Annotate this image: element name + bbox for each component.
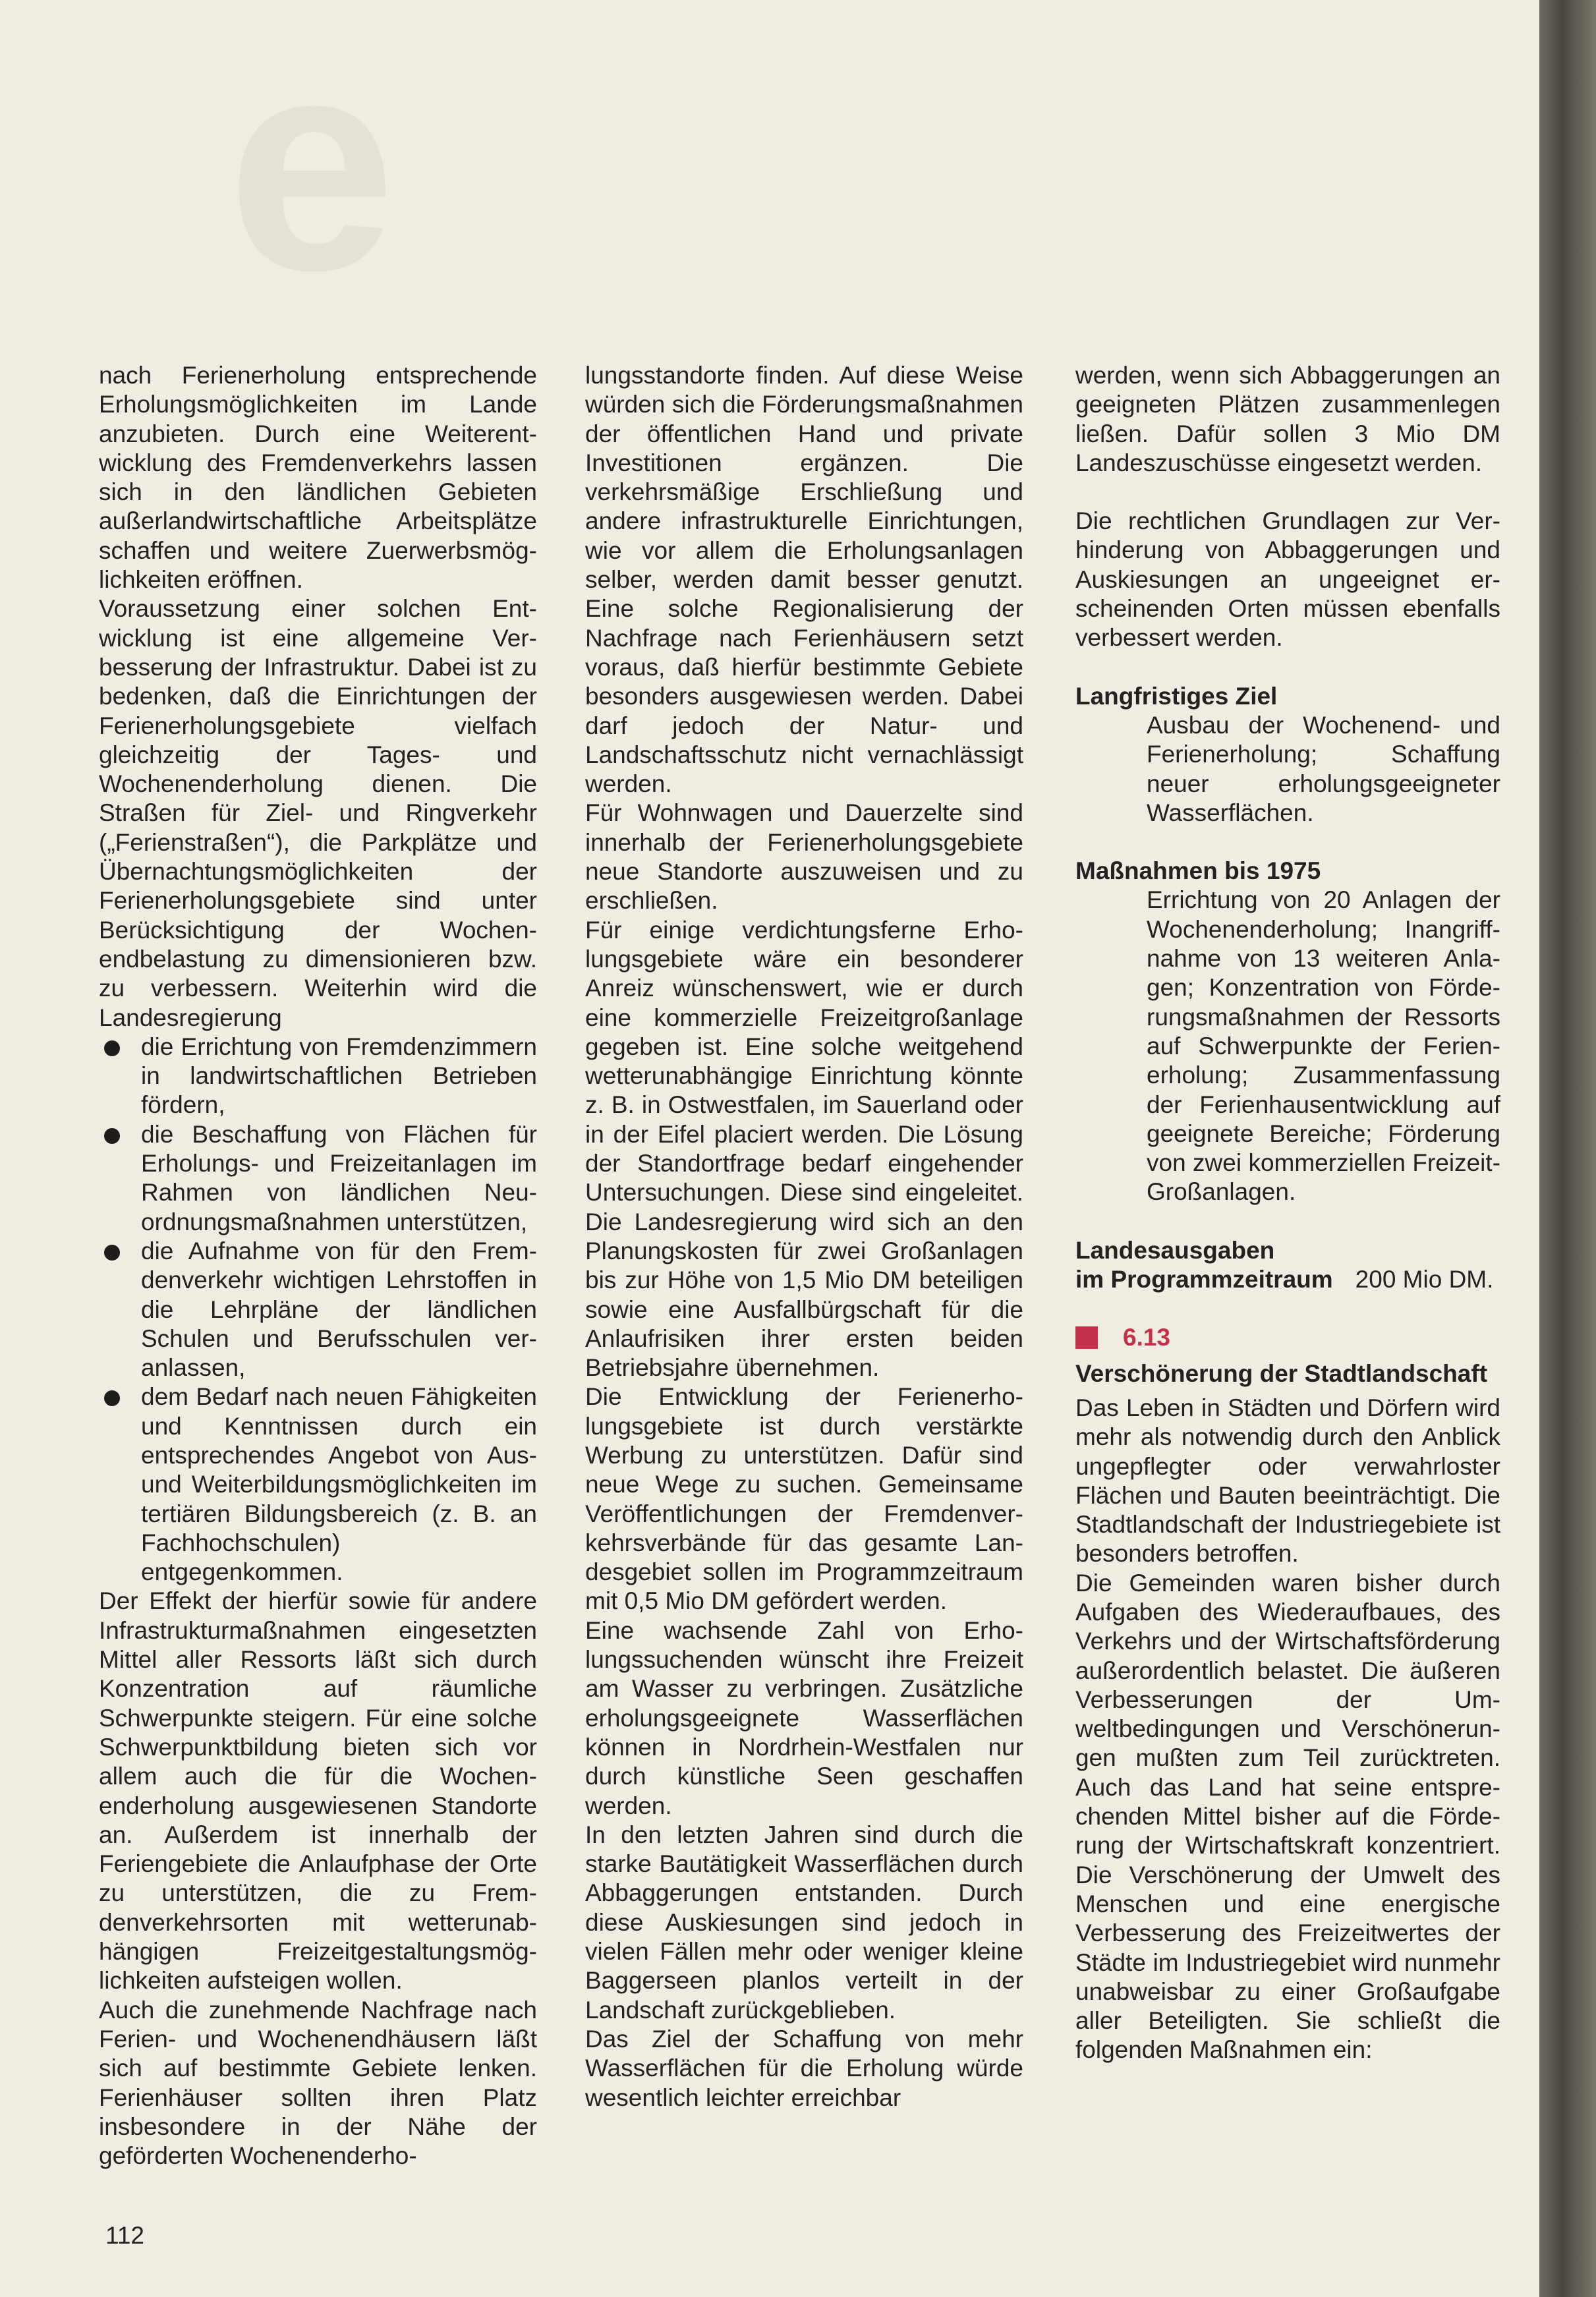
text-column-right <box>1075 361 1500 2065</box>
budget-heading-line2: im Programmzeitraum <box>1075 1266 1333 1293</box>
budget-block <box>1075 1236 1500 1295</box>
paragraph: lungsstandorte finden. Auf diese Weise würden sich die Förderungsmaßnahmen der öffentlichen Hand und private Investitionen ergänzen. Die verkehrsmäßige Erschließung und andere infrastrukturelle Einrichtungen, wie vor allem die Erholungsanlagen selber, werden damit besser genutzt. Eine solche Regionalisierung der Nachfrage nach Ferienhäusern setzt voraus, daß hierfür bestimmte Gebiete besonders ausgewiesen werden. Dabei darf jedoch der Natur- und Landschaftsschutz nicht vernachlässigt werden. <box>585 362 1023 798</box>
paragraph: Der Effekt der hierfür sowie für andere Infrastrukturmaßnahmen eingesetzten Mittel aller Ressorts läßt sich durch Konzentration auf räumliche Schwerpunkte steigern. Für eine solche Schwerpunktbildung bieten sich vor allem auch die für die Wochenenderholung ausgewiesenen Standorte an. Außerdem ist innerhalb der Feriengebiete die Anlaufphase der Orte zu unterstützen, die zu Fremdenverkehrsorten mit wetterunabhängigen Freizeitgestaltungsmöglichkeiten aufsteigen wollen. <box>99 1587 537 1995</box>
bullet-icon <box>104 1390 120 1406</box>
list-item: die Errichtung von Fremdenzimmern in landwirtschaftlichen Betrieben fördern, <box>99 1033 537 1120</box>
list-item: die Beschaffung von Flächen für Erholungs- und Freizeitanlagen im Rahmen von ländlichen Neuordnungsmaßnahmen unterstützen, <box>99 1120 537 1237</box>
budget-value: 200 Mio DM. <box>1355 1266 1494 1293</box>
list-item: dem Bedarf nach neuen Fähigkeiten und Kenntnissen durch ein entsprechendes Angebot von Aus- und Weiterbildungsmöglichkeiten im tertiären Bildungsbereich (z. B. an Fachhochschulen) entgegenkommen. <box>99 1382 537 1587</box>
paragraph: nach Ferienerholung entsprechende Erholungsmöglichkeiten im Lande anzubieten. Durch eine Weiterentwicklung des Fremdenverkehrs lassen sich in den ländlichen Gebieten außerlandwirtschaftliche Arbeitsplätze schaffen und weitere Zuerwerbsmöglichkeiten eröffnen. <box>99 362 537 594</box>
measures-heading: Maßnahmen bis 1975 <box>1075 857 1321 885</box>
section-number: 6.13 <box>1123 1324 1171 1351</box>
bullet-icon <box>104 1245 120 1261</box>
measures-list <box>99 1033 537 1587</box>
paragraph: Die Entwicklung der Ferienerholungsgebiete ist durch verstärkte Werbung zu unterstützen. Dafür sind neue Wege zu suchen. Gemeinsame Veröffentlichungen der Fremdenverkehrsverbände für das gesamte Landesgebiet sollen im Programmzeitraum mit 0,5 Mio DM gefördert werden. <box>585 1383 1023 1615</box>
section-title: Verschönerung der Stadtlandschaft <box>1075 1359 1488 1387</box>
goal-heading: Langfristiges Ziel <box>1075 682 1278 710</box>
bullet-icon <box>104 1040 120 1056</box>
paragraph: Für einige verdichtungsferne Erholungsgebiete wäre ein besonderer Anreiz wünschenswert, wie er durch eine kommerzielle Freizeitgroßanlage gegeben ist. Eine solche weitgehend wetterunabhängige Einrichtung könnte z. B. in Ostwestfalen, im Sauerland oder in der Eifel placiert werden. Die Lösung der Standortfrage bedarf eingehender Untersuchungen. Diese sind eingeleitet. Die Landesregierung wird sich an den Planungskosten für zwei Großanlagen bis zur Höhe von 1,5 Mio DM beteiligen sowie eine Ausfallbürgschaft für die Anlaufrisiken ihrer ersten beiden Betriebsjahre übernehmen. <box>585 916 1023 1382</box>
paragraph: Auch die zunehmende Nachfrage nach Ferien- und Wochenendhäusern läßt sich auf bestimmte Gebiete lenken. Ferienhäuser sollten ihren Platz insbesondere in der Nähe der geförderten Wochenenderho- <box>99 1996 537 2170</box>
paragraph: Voraussetzung einer solchen Entwicklung ist eine allgemeine Verbesserung der Infrastruktur. Dabei ist zu bedenken, daß die Einrichtungen der Ferienerholungsgebiete vielfach gleichzeitig der Tages- und Wochenenderholung dienen. Die Straßen für Ziel- und Ringverkehr („Ferienstraßen“), die Parkplätze und Übernachtungsmöglichkeiten der Ferienerholungsgebiete sind unter Berücksichtigung der Wochenendbelastung zu dimensionieren bzw. zu verbessern. Weiterhin wird die Landesregierung <box>99 595 537 1031</box>
list-item: die Aufnahme von für den Fremdenverkehr wichtigen Lehrstoffen in die Lehrpläne der ländlichen Schulen und Berufsschulen veranlassen, <box>99 1237 537 1382</box>
measures-text: Errichtung von 20 Anlagen der Wochenenderholung; Inangriffnahme von 13 weiteren Anlagen; Konzentration von Förderungsmaßnahmen der Ressorts auf Schwerpunkte der Ferienerholung; Zusammenfassung der Ferienhausentwicklung auf geeignete Bereiche; Förderung von zwei kommerziellen Freizeit-Großanlagen. <box>1147 886 1500 1206</box>
paragraph: Das Leben in Städten und Dörfern wird mehr als notwendig durch den Anblick ungepflegter oder verwahrloster Flächen und Bauten beeinträchtigt. Die Stadtlandschaft der Industriegebiete ist besonders betroffen. <box>1075 1394 1500 1568</box>
paragraph: Eine wachsende Zahl von Erholungssuchenden wünscht ihre Freizeit am Wasser zu verbringen. Zusätzliche erholungsgeeignete Wasserflächen können in Nordrhein-Westfalen nur durch künstliche Seen geschaffen werden. <box>585 1616 1023 1819</box>
section-heading <box>1075 1323 1500 1352</box>
paragraph: Die rechtlichen Grundlagen zur Verhinderung von Abbaggerungen und Auskiesungen an ungeeignet erscheinenden Orten müssen ebenfalls verbessert werden. <box>1075 507 1500 652</box>
text-column-middle <box>585 361 1023 2113</box>
section-marker-icon <box>1075 1326 1098 1349</box>
paragraph: Das Ziel der Schaffung von mehr Wasserflächen für die Erholung würde wesentlich leichter erreichbar <box>585 2025 1023 2111</box>
paragraph: In den letzten Jahren sind durch die starke Bautätigkeit Wasserflächen durch Abbaggerungen entstanden. Durch diese Auskiesungen sind jedoch in vielen Fällen mehr oder weniger kleine Baggerseen planlos verteilt in der Landschaft zurückgeblieben. <box>585 1821 1023 2024</box>
book-spine <box>1539 0 1596 2297</box>
text-column-left <box>99 361 537 2170</box>
paragraph: werden, wenn sich Abbaggerungen an geeigneten Plätzen zusammenlegen ließen. Dafür sollen 3 Mio DM Landeszuschüsse eingesetzt werden. <box>1075 362 1500 476</box>
chapter-watermark-letter: e <box>227 0 396 333</box>
page-number: 112 <box>105 2222 144 2249</box>
budget-heading-line1: Landesausgaben <box>1075 1236 1275 1264</box>
paragraph: Die Gemeinden waren bisher durch Aufgaben des Wiederaufbaues, des Verkehrs und der Wirtschaftsförderung außerordentlich belastet. Die äußeren Verbesserungen der Umweltbedingungen und Verschönerungen mußten zum Teil zurücktreten. Auch das Land hat seine entsprechenden Mittel bisher auf die Förderung der Wirtschaftskraft konzentriert. Die Verschönerung der Umwelt des Menschen und eine energische Verbesserung des Freizeitwertes der Städte im Industriegebiet wird nunmehr unabweisbar zu einer Großaufgabe aller Beteiligten. Sie schließt die folgenden Maßnahmen ein: <box>1075 1569 1500 2064</box>
paragraph: Für Wohnwagen und Dauerzelte sind innerhalb der Ferienerholungsgebiete neue Standorte auszuweisen und zu erschließen. <box>585 799 1023 915</box>
goal-text: Ausbau der Wochenend- und Ferienerholung; Schaffung neuer erholungsgeeigneter Wasserflächen. <box>1147 711 1500 826</box>
bullet-icon <box>104 1128 120 1144</box>
